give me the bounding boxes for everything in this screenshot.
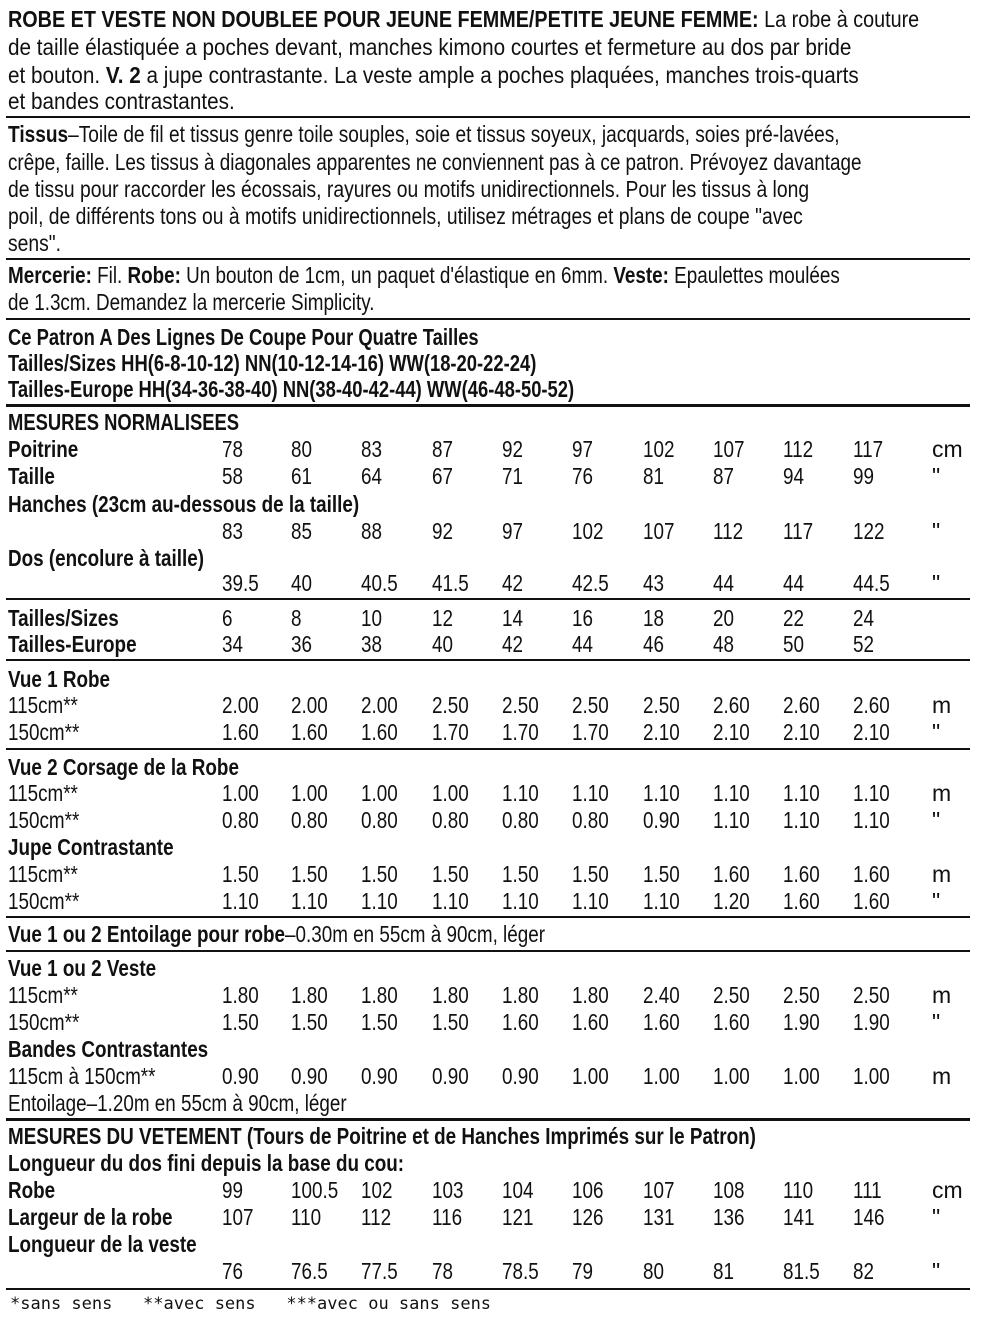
table-cell: 99 — [222, 1177, 243, 1203]
row-label: Poitrine — [8, 436, 79, 462]
table-cell: 1.80 — [361, 982, 398, 1008]
table-cell: 1.10 — [572, 780, 609, 806]
table-cell: 1.10 — [783, 780, 820, 806]
table-cell: 41.5 — [432, 570, 469, 596]
table-cell: 1.60 — [713, 861, 750, 887]
table-cell: 0.80 — [361, 807, 398, 833]
row-label: 115cm** — [8, 692, 78, 718]
table-cell: 81 — [643, 463, 664, 489]
unit-label: m — [932, 1063, 952, 1089]
intro-title: ROBE ET VESTE NON DOUBLEE POUR JEUNE FEMME/PETITE JEUNE FEMME: — [8, 6, 759, 32]
divider — [6, 916, 970, 918]
table-cell: 40.5 — [361, 570, 398, 596]
table-cell: 1.10 — [713, 780, 750, 806]
table-cell: 1.20 — [713, 888, 750, 914]
tissus-line-4: poil, de différents tons ou à motifs unidirectionnels, utilisez métrages et plans de coupe "avec — [8, 203, 803, 229]
entoilage-robe-label: Vue 1 ou 2 Entoilage pour robe — [8, 921, 286, 947]
table-cell: 76 — [572, 463, 593, 489]
row-label: Longueur du dos fini depuis la base du cou: — [8, 1150, 405, 1176]
table-cell: 1.10 — [713, 807, 750, 833]
table-cell: 1.60 — [853, 888, 890, 914]
table-cell: 61 — [291, 463, 312, 489]
table-cell: 42 — [502, 631, 523, 657]
sizes-header-line-1: Ce Patron A Des Lignes De Coupe Pour Quatre Tailles — [8, 324, 479, 350]
divider — [6, 598, 970, 600]
table-cell: 1.50 — [502, 861, 539, 887]
table-cell: 108 — [713, 1177, 745, 1203]
table-cell: 64 — [361, 463, 382, 489]
table-cell: 67 — [432, 463, 453, 489]
intro-text: La robe à couture — [764, 6, 920, 32]
table-cell: 1.80 — [572, 982, 609, 1008]
table-cell: 1.60 — [643, 1009, 680, 1035]
table-cell: 2.50 — [502, 692, 539, 718]
row-label: Dos (encolure à taille) — [8, 545, 204, 571]
table-cell: 1.00 — [222, 780, 259, 806]
table-cell: 102 — [572, 518, 604, 544]
table-cell: 42 — [502, 570, 523, 596]
table-cell: 14 — [502, 605, 523, 631]
mercerie-label: Mercerie: — [8, 262, 92, 288]
table-cell: 76 — [222, 1258, 243, 1284]
table-cell: 1.00 — [783, 1063, 820, 1089]
intro-view-label: V. 2 — [105, 62, 141, 88]
table-cell: 81 — [713, 1258, 734, 1284]
table-cell: 0.90 — [291, 1063, 328, 1089]
table-cell: 1.90 — [853, 1009, 890, 1035]
table-cell: 40 — [291, 570, 312, 596]
table-cell: 1.00 — [853, 1063, 890, 1089]
table-cell: 76.5 — [291, 1258, 328, 1284]
table-cell: 80 — [291, 436, 312, 462]
row-label: Bandes Contrastantes — [8, 1036, 209, 1062]
intro-text: a jupe contrastante. La veste ample a poches plaquées, manches trois-quarts — [140, 62, 859, 88]
row-label: MESURES DU VETEMENT (Tours de Poitrine et de Hanches Imprimés sur le Patron) — [8, 1123, 756, 1149]
unit-label: cm — [932, 436, 963, 462]
unit-label: " — [932, 570, 941, 596]
unit-label: " — [932, 1258, 941, 1284]
table-cell: 1.10 — [643, 888, 680, 914]
table-cell: 50 — [783, 631, 804, 657]
table-cell: 40 — [432, 631, 453, 657]
mercerie-text: Un bouton de 1cm, un paquet d'élastique en 6mm. — [180, 262, 614, 288]
divider — [6, 748, 970, 750]
table-cell: 0.90 — [643, 807, 680, 833]
row-label: Longueur de la veste — [8, 1231, 197, 1257]
table-cell: 107 — [713, 436, 745, 462]
tissus-text: –Toile de fil et tissus genre toile souples, soie et tissus soyeux, jacquards, soies pré-lavées, — [68, 121, 840, 147]
table-cell: 1.60 — [222, 719, 259, 745]
table-cell: 112 — [361, 1204, 392, 1230]
table-cell: 78 — [432, 1258, 453, 1284]
table-cell: 99 — [853, 463, 874, 489]
table-cell: 1.50 — [222, 1009, 259, 1035]
table-cell: 103 — [432, 1177, 464, 1203]
table-cell: 111 — [853, 1177, 882, 1203]
mercerie-robe-label: Robe: — [127, 262, 181, 288]
intro-line-1 — [8, 6, 920, 32]
table-cell: 2.50 — [713, 982, 750, 1008]
row-label: Tailles-Europe — [8, 631, 137, 657]
table-cell: 1.60 — [502, 1009, 539, 1035]
mercerie-line-2: de 1.3cm. Demandez la mercerie Simplicity. — [8, 289, 375, 315]
table-cell: 107 — [643, 518, 675, 544]
table-cell: 1.80 — [291, 982, 328, 1008]
table-cell: 1.50 — [643, 861, 680, 887]
table-cell: 1.00 — [291, 780, 328, 806]
table-cell: 100.5 — [291, 1177, 339, 1203]
table-cell: 110 — [783, 1177, 814, 1203]
row-label: Vue 1 ou 2 Veste — [8, 955, 157, 981]
table-cell: 94 — [783, 463, 804, 489]
table-cell: 44 — [713, 570, 734, 596]
row-label: Hanches (23cm au-dessous de la taille) — [8, 491, 360, 517]
table-cell: 1.10 — [853, 807, 890, 833]
table-cell: 0.90 — [502, 1063, 539, 1089]
table-cell: 2.50 — [643, 692, 680, 718]
table-cell: 1.70 — [502, 719, 539, 745]
tissus-line-5: sens". — [8, 230, 62, 256]
table-cell: 44 — [572, 631, 593, 657]
table-cell: 1.50 — [291, 861, 328, 887]
table-cell: 0.80 — [432, 807, 469, 833]
table-cell: 121 — [502, 1204, 534, 1230]
table-cell: 20 — [713, 605, 734, 631]
table-cell: 146 — [853, 1204, 885, 1230]
table-cell: 1.60 — [783, 888, 820, 914]
row-label: Entoilage–1.20m en 55cm à 90cm, léger — [8, 1090, 347, 1116]
table-cell: 2.50 — [432, 692, 469, 718]
table-cell: 52 — [853, 631, 874, 657]
intro-line-2: de taille élastiquée a poches devant, manches kimono courtes et fermeture au dos par bride — [8, 34, 852, 60]
row-label: 150cm** — [8, 719, 80, 745]
table-cell: 112 — [783, 436, 814, 462]
table-cell: 43 — [643, 570, 664, 596]
table-cell: 1.80 — [432, 982, 469, 1008]
table-cell: 80 — [643, 1258, 664, 1284]
table-cell: 18 — [643, 605, 664, 631]
table-cell: 2.40 — [643, 982, 680, 1008]
table-cell: 10 — [361, 605, 382, 631]
mercerie-text: Fil. — [91, 262, 128, 288]
unit-label: m — [932, 861, 952, 887]
table-cell: 1.00 — [361, 780, 398, 806]
table-cell: 2.50 — [853, 982, 890, 1008]
table-cell: 1.60 — [853, 861, 890, 887]
table-cell: 16 — [572, 605, 593, 631]
table-cell: 117 — [783, 518, 814, 544]
table-cell: 2.50 — [783, 982, 820, 1008]
table-cell: 2.00 — [222, 692, 259, 718]
table-cell: 12 — [432, 605, 453, 631]
divider — [6, 1288, 970, 1290]
table-cell: 78.5 — [502, 1258, 539, 1284]
sizes-header-line-2: Tailles/Sizes HH(6-8-10-12) NN(10-12-14-16) WW(18-20-22-24) — [8, 350, 537, 376]
table-cell: 1.10 — [502, 888, 539, 914]
row-label: Robe — [8, 1177, 56, 1203]
table-cell: 42.5 — [572, 570, 609, 596]
table-cell: 1.10 — [572, 888, 609, 914]
unit-label: " — [932, 518, 941, 544]
table-cell: 1.10 — [432, 888, 469, 914]
table-cell: 106 — [572, 1177, 604, 1203]
mercerie-veste-label: Veste: — [613, 262, 669, 288]
table-cell: 131 — [643, 1204, 675, 1230]
table-cell: 1.10 — [502, 780, 539, 806]
footnote: *sans sens **avec sens ***avec ou sans sens — [10, 1294, 492, 1314]
row-label: Jupe Contrastante — [8, 834, 174, 860]
table-cell: 1.50 — [222, 861, 259, 887]
table-cell: 1.50 — [291, 1009, 328, 1035]
row-label: Largeur de la robe — [8, 1204, 173, 1230]
entoilage-robe-line — [8, 921, 545, 947]
divider — [6, 258, 970, 260]
unit-label: " — [932, 807, 941, 833]
table-cell: 83 — [222, 518, 243, 544]
table-cell: 46 — [643, 631, 664, 657]
table-cell: 1.00 — [432, 780, 469, 806]
table-cell: 116 — [432, 1204, 463, 1230]
table-cell: 2.10 — [853, 719, 890, 745]
table-cell: 1.90 — [783, 1009, 820, 1035]
table-cell: 1.80 — [502, 982, 539, 1008]
table-cell: 77.5 — [361, 1258, 398, 1284]
table-cell: 97 — [502, 518, 523, 544]
table-cell: 2.50 — [572, 692, 609, 718]
table-cell: 87 — [713, 463, 734, 489]
divider — [6, 404, 970, 407]
table-cell: 85 — [291, 518, 312, 544]
mercerie-line-1 — [8, 262, 840, 288]
row-label: 115cm** — [8, 861, 78, 887]
table-cell: 1.10 — [291, 888, 328, 914]
unit-label: " — [932, 1009, 941, 1035]
divider — [6, 318, 970, 320]
entoilage-robe-text: –0.30m en 55cm à 90cm, léger — [285, 921, 545, 947]
table-cell: 1.00 — [572, 1063, 609, 1089]
row-label: 150cm** — [8, 888, 80, 914]
tissus-line-1 — [8, 121, 840, 147]
table-cell: 22 — [783, 605, 804, 631]
table-cell: 0.80 — [572, 807, 609, 833]
table-cell: 1.50 — [361, 861, 398, 887]
table-cell: 1.10 — [853, 780, 890, 806]
table-cell: 1.50 — [432, 1009, 469, 1035]
intro-text: et bouton. — [8, 62, 106, 88]
divider — [6, 1118, 970, 1121]
table-cell: 1.70 — [572, 719, 609, 745]
unit-label: m — [932, 780, 952, 806]
table-cell: 102 — [643, 436, 675, 462]
table-cell: 87 — [432, 436, 453, 462]
table-cell: 1.10 — [361, 888, 398, 914]
unit-label: m — [932, 692, 952, 718]
table-cell: 79 — [572, 1258, 593, 1284]
row-label: 115cm à 150cm** — [8, 1063, 156, 1089]
unit-label: m — [932, 982, 952, 1008]
table-cell: 34 — [222, 631, 243, 657]
tissus-line-3: de tissu pour raccorder les écossais, rayures ou motifs unidirectionnels. Pour les tissus à long — [8, 176, 810, 202]
row-label: 150cm** — [8, 1009, 80, 1035]
unit-label: " — [932, 1204, 941, 1230]
table-cell: 24 — [853, 605, 874, 631]
table-cell: 82 — [853, 1258, 874, 1284]
table-cell: 1.60 — [361, 719, 398, 745]
table-cell: 44.5 — [853, 570, 890, 596]
table-cell: 107 — [222, 1204, 254, 1230]
table-cell: 2.60 — [853, 692, 890, 718]
table-cell: 107 — [643, 1177, 675, 1203]
table-cell: 117 — [853, 436, 884, 462]
row-label: Vue 1 Robe — [8, 666, 111, 692]
table-cell: 1.10 — [222, 888, 259, 914]
table-cell: 110 — [291, 1204, 322, 1230]
sizes-header-line-3: Tailles-Europe HH(34-36-38-40) NN(38-40-42-44) WW(46-48-50-52) — [8, 376, 575, 402]
table-cell: 83 — [361, 436, 382, 462]
mesures-title: MESURES NORMALISEES — [8, 409, 240, 435]
row-label: 115cm** — [8, 982, 78, 1008]
table-cell: 112 — [713, 518, 744, 544]
table-cell: 0.80 — [291, 807, 328, 833]
table-cell: 1.50 — [432, 861, 469, 887]
divider — [6, 950, 970, 952]
table-cell: 1.60 — [291, 719, 328, 745]
table-cell: 0.80 — [502, 807, 539, 833]
row-label: 150cm** — [8, 807, 80, 833]
table-cell: 71 — [502, 463, 523, 489]
table-cell: 39.5 — [222, 570, 259, 596]
table-cell: 1.10 — [783, 807, 820, 833]
divider — [6, 116, 970, 118]
table-cell: 58 — [222, 463, 243, 489]
row-label: Taille — [8, 463, 55, 489]
table-cell: 141 — [783, 1204, 815, 1230]
row-label: Vue 2 Corsage de la Robe — [8, 754, 239, 780]
table-cell: 2.60 — [783, 692, 820, 718]
unit-label: " — [932, 719, 941, 745]
unit-label: cm — [932, 1177, 963, 1203]
table-cell: 0.90 — [222, 1063, 259, 1089]
tissus-line-2: crêpe, faille. Les tissus à diagonales apparentes ne conviennent pas à ce patron. Prévoyez davantage — [8, 149, 862, 175]
table-cell: 8 — [291, 605, 302, 631]
table-cell: 78 — [222, 436, 243, 462]
table-cell: 0.90 — [432, 1063, 469, 1089]
divider — [6, 659, 970, 661]
table-cell: 97 — [572, 436, 593, 462]
table-cell: 36 — [291, 631, 312, 657]
table-cell: 2.10 — [643, 719, 680, 745]
table-cell: 2.00 — [291, 692, 328, 718]
table-cell: 1.60 — [783, 861, 820, 887]
table-cell: 1.50 — [572, 861, 609, 887]
table-cell: 0.90 — [361, 1063, 398, 1089]
unit-label: " — [932, 888, 941, 914]
table-cell: 1.80 — [222, 982, 259, 1008]
tissus-label: Tissus — [8, 121, 69, 147]
table-cell: 0.80 — [222, 807, 259, 833]
table-cell: 1.10 — [643, 780, 680, 806]
table-cell: 92 — [432, 518, 453, 544]
table-cell: 2.60 — [713, 692, 750, 718]
table-cell: 38 — [361, 631, 382, 657]
row-label: 115cm** — [8, 780, 78, 806]
table-cell: 126 — [572, 1204, 604, 1230]
table-cell: 1.00 — [713, 1063, 750, 1089]
table-cell: 48 — [713, 631, 734, 657]
table-cell: 104 — [502, 1177, 534, 1203]
table-cell: 88 — [361, 518, 382, 544]
table-cell: 1.70 — [432, 719, 469, 745]
unit-label: " — [932, 463, 941, 489]
table-cell: 44 — [783, 570, 804, 596]
table-cell: 1.60 — [713, 1009, 750, 1035]
table-cell: 81.5 — [783, 1258, 820, 1284]
table-cell: 6 — [222, 605, 233, 631]
intro-line-3 — [8, 62, 872, 88]
table-cell: 122 — [853, 518, 885, 544]
table-cell: 102 — [361, 1177, 393, 1203]
table-cell: 2.10 — [713, 719, 750, 745]
row-label: Tailles/Sizes — [8, 605, 119, 631]
table-cell: 2.00 — [361, 692, 398, 718]
table-cell: 1.60 — [572, 1009, 609, 1035]
table-cell: 92 — [502, 436, 523, 462]
table-cell: 136 — [713, 1204, 745, 1230]
mercerie-text: Epaulettes moulées — [668, 262, 840, 288]
intro-line-4: et bandes contrastantes. — [8, 88, 235, 114]
table-cell: 1.50 — [361, 1009, 398, 1035]
table-cell: 1.00 — [643, 1063, 680, 1089]
table-cell: 2.10 — [783, 719, 820, 745]
